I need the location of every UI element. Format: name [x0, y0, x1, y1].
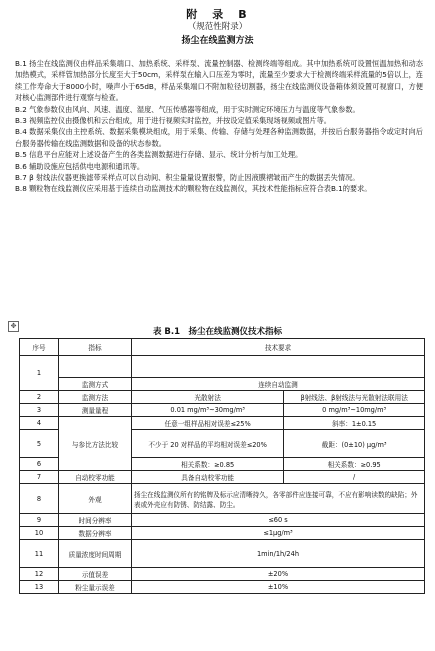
- table-row: [20, 417, 425, 430]
- table-row: [20, 484, 425, 514]
- cell-metric: 时间分辨率: [59, 514, 132, 527]
- paragraph-b7: B.7 β 射线法仪器更换滤带采样点可以自动间、积尘量量设置报警，防止因液膜褶皱而产生的数据丢失情况。: [15, 173, 360, 183]
- table-row: [20, 391, 425, 404]
- cell-metric: [59, 356, 132, 378]
- appendix-heading: 扬尘在线监测方法: [181, 36, 254, 46]
- cell-no: 7: [20, 471, 59, 484]
- table-row: [20, 527, 425, 540]
- header-requirement: 技术要求: [132, 339, 425, 356]
- cell-metric: 与参比方法比较: [59, 417, 132, 471]
- paragraph-b5: B.5 信息平台应能对上述设备产生的各类监测数据进行存储、显示、统计分析与加工处理。: [15, 150, 303, 160]
- cell-value: ±10%: [132, 581, 425, 594]
- cell-value: 斜率：1±0.15: [284, 417, 425, 430]
- cell-no: 4: [20, 417, 59, 430]
- cell-metric: 示值误差: [59, 568, 132, 581]
- cell-value: ≤1μg/m³: [132, 527, 425, 540]
- cell-value: 不少于 20 对样品的平均相对误差≤20%: [132, 430, 284, 458]
- paragraph-b4: B.4 数据采集仪由主控系统、数据采集模块组成，用于采集、传输、存储与处理各种监测数据，并按后台服务器指令或定时向后台服务器传输在线监测数据和设备的状态参数。: [15, 127, 423, 148]
- cell-value: ≤60 s: [132, 514, 425, 527]
- table-row: [20, 581, 425, 594]
- cell-value: 相关系数：≥0.85: [132, 458, 284, 471]
- header-metric: 指标: [59, 339, 132, 356]
- table-caption: 表 B.1 扬尘在线监测仪技术指标: [152, 327, 283, 337]
- cell-no: 5: [20, 430, 59, 458]
- cell-no: 8: [20, 484, 59, 514]
- cell-metric: 粉尘量示误差: [59, 581, 132, 594]
- appendix-subtitle: （规范性附录）: [187, 22, 248, 32]
- cell-metric: 外观: [59, 484, 132, 514]
- table-row: [20, 540, 425, 568]
- cell-value: 0 mg/m³~10mg/m³: [284, 404, 425, 417]
- cell-value: /: [284, 471, 425, 484]
- appendix-title: 附 录 B: [186, 8, 249, 21]
- paragraph-b6: B.6 辅助设施应包括供电电源和通讯等。: [15, 161, 145, 171]
- table-row: [20, 404, 425, 417]
- cell-value: [132, 356, 425, 378]
- cell-value: 连续自动监测: [132, 378, 425, 391]
- cell-value: 1min/1h/24h: [132, 540, 425, 568]
- paragraph-b8: B.8 颗粒物在线监测仪应采用基于连续自动监测技术的颗粒物在线监测仪，其技术性能指标应符合表B.1的要求。: [15, 184, 372, 194]
- table-row: [20, 356, 425, 378]
- cell-no: 11: [20, 540, 59, 568]
- table-row: [20, 568, 425, 581]
- cell-no: 1: [20, 356, 59, 391]
- cell-metric: 质量浓度时间周期: [59, 540, 132, 568]
- cell-value: 0.01 mg/m³~30mg/m³: [132, 404, 284, 417]
- cell-metric: 数据分辨率: [59, 527, 132, 540]
- paragraph-b1: B.1 扬尘在线监测仪由样品采集端口、加热系统、采样泵、流量控制器、检测终端等组成。其中加热系统可设置恒温加热和动态加热模式，采样管加热部分长度至大于50cm，采样泵在输入口压差为零时，流量至少要求大于检测终端采样流量的5倍以上，连续工作寿命大于8000小时，噪声小于65dB，样品采集端口不附加粒径切割器，扬尘在线监测仪设备箱体须设置可视窗口，方便对核心监测部件进行观察与检查。: [15, 59, 423, 103]
- paragraph-b3: B.3 视频监控仪由摄像机和云台组成，用于进行视频实时监控，并按设定值采集现场视频或图片等。: [15, 116, 331, 126]
- cell-value: 具备自动校零功能: [132, 471, 284, 484]
- cell-no: 13: [20, 581, 59, 594]
- cell-no: 12: [20, 568, 59, 581]
- paragraph-b2: B.2 气象参数仪由风向、风速、温度、湿度、气压传感器等组成，用于实时测定环境压力与温度等气象参数。: [15, 104, 360, 114]
- spec-table: [19, 338, 425, 594]
- body-text: [15, 58, 423, 195]
- cell-value: β射线法、β射线法与光散射法联用法: [284, 391, 425, 404]
- table-header-row: [20, 339, 425, 356]
- cell-metric: 测量量程: [59, 404, 132, 417]
- cell-no: 6: [20, 458, 59, 471]
- cell-metric: 自动校零功能: [59, 471, 132, 484]
- table-row: [20, 471, 425, 484]
- table-row: [20, 514, 425, 527]
- cell-value: 任意一组样品相对误差≤25%: [132, 417, 284, 430]
- cell-no: 9: [20, 514, 59, 527]
- cell-value: 光散射法: [132, 391, 284, 404]
- header-no: 序号: [20, 339, 59, 356]
- cell-value: 扬尘在线监测仪所有的铭牌及标示应清晰持久，各零部件应连接可靠，不应有影响读数的缺陷；外表或外壳应有防锈、防结露、防尘。: [132, 484, 425, 514]
- cell-value: ±20%: [132, 568, 425, 581]
- table-move-handle-icon[interactable]: ✥: [8, 321, 19, 332]
- cell-no: 2: [20, 391, 59, 404]
- cell-metric: 监测方式: [59, 378, 132, 391]
- cell-value: 相关系数：≥0.95: [284, 458, 425, 471]
- cell-metric: 监测方法: [59, 391, 132, 404]
- cell-no: 3: [20, 404, 59, 417]
- cell-value: 截距：(0±10) μg/m³: [284, 430, 425, 458]
- table-row: [20, 378, 425, 391]
- cell-no: 10: [20, 527, 59, 540]
